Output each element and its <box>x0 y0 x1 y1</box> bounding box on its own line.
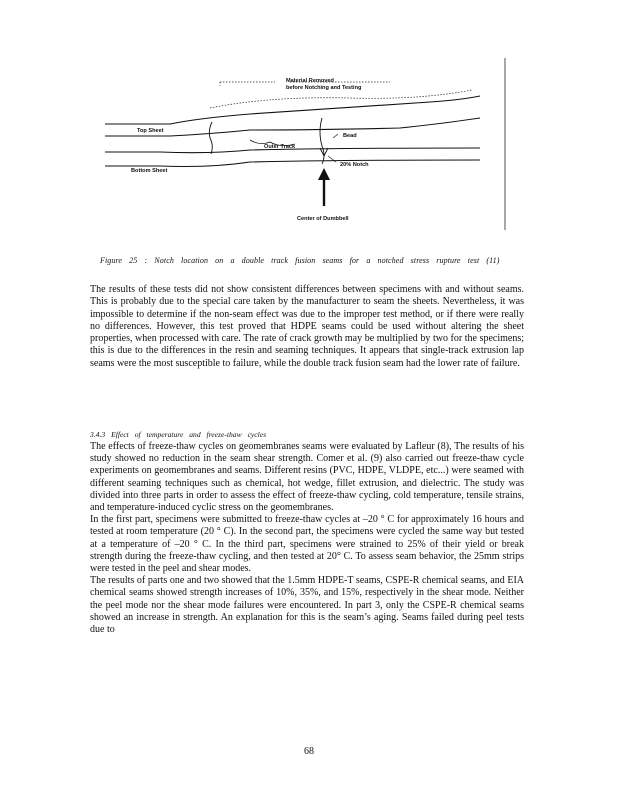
label-before-notching: before Notching and Testing <box>286 85 362 91</box>
label-bead: Bead <box>343 133 357 139</box>
label-outer-track: Outer Track <box>264 144 296 150</box>
label-top-sheet: Top Sheet <box>137 128 164 134</box>
center-arrow-head <box>318 168 330 180</box>
top-sheet-upper-line <box>105 96 480 124</box>
seam-diagram <box>100 58 510 236</box>
paragraph-test-parts: In the first part, specimens were submitted to freeze-thaw cycles at –20 ° C for approximately 16 hours and tested at room temperature (20 ° C). In the second part, the specimens were cycled the same way but tested at a temperature of –20 ° C. In the third part, specimens were strained to 25% of their yield or break strength during the freeze-thaw cycling, and then tested at 20° C. To assess seam behavior, the 25mm strips were tested in the peel and shear modes. <box>90 514 524 575</box>
label-notch: 20% Notch <box>340 162 369 168</box>
bead-leader <box>333 134 338 138</box>
figure-caption: Figure 25 : Notch location on a double track fusion seams for a notched stress rupture test (11) <box>100 256 500 265</box>
left-cut-line <box>209 122 212 154</box>
label-center-of-dumbbell: Center of Dumbbell <box>297 216 349 222</box>
bottom-sheet-lower-line <box>105 160 480 167</box>
figure-notch-location <box>100 58 510 236</box>
section-body <box>90 441 524 636</box>
page-number: 68 <box>304 746 314 757</box>
paragraph-freeze-thaw-effects: The effects of freeze-thaw cycles on geomembranes seams were evaluated by Lafleur (8), The results of his study showed no reduction in the seam shear strength. Comer et al. (9) also carried out freeze-thaw cycle experiments on geomembranes and seams. Different resins (PVC, HDPE, VLDPE, etc...) were seamed with different seaming techniques such as chemical, hot wedge, fillet extrusion, and dielectric. The study was divided into three parts in order to assess the effect of freeze-thaw cycling, cold temperature, tensile strains, and temperature-induced cyclic stress on the geomembranes. <box>90 441 524 514</box>
paragraph-results: The results of parts one and two showed that the 1.5mm HDPE-T seams, CSPE-R chemical seams, and EIA chemical seams showed strength increases of 10%, 35%, and 15%, respectively in the shear mode. Neither the peel mode nor the shear mode failures were encountered. In part 3, only the CSPE-R chemical seams showed an increase in strength. An explanation for this is the seam’s aging. Seams failed during peel tests due to <box>90 575 524 636</box>
material-removed-curve <box>210 90 472 108</box>
section-heading: 3.4.3 Effect of temperature and freeze-thaw cycles <box>90 430 267 439</box>
right-cut-line <box>320 118 324 164</box>
label-bottom-sheet: Bottom Sheet <box>131 168 168 174</box>
label-material-removed: Material Removed <box>286 78 334 84</box>
paragraph-test-results: The results of these tests did not show consistent differences between specimens with and without seams. This is probably due to the special care taken by the manufacturer to seam the sheets. Nevertheless, it was impossible to determine if the non-seam effect was due to the improper test method, or if there were really no differences. However, this test proved that HDPE seams could be used without altering the sheet properties, when processed with care. The rate of crack growth may be multiplied by two for the specimens; this is due to the differences in the resin and seaming techniques. It appears that single-track extrusion lap seams were the most susceptible to failure, while the double track fusion seam had the lower rate of failure. <box>90 284 524 369</box>
